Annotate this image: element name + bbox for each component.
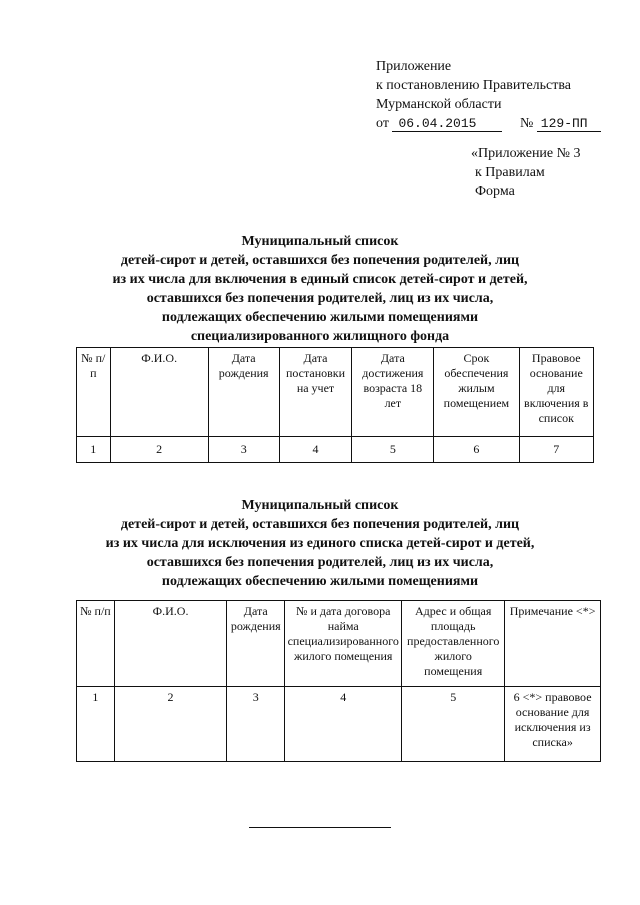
table-cell: 7	[519, 437, 594, 463]
table-cell: 1	[77, 687, 115, 762]
header-cell: Дата достижения возраста 18 лет	[352, 348, 434, 437]
table-row	[77, 687, 601, 762]
closing-rule	[249, 827, 391, 828]
list1-title-line-5: подлежащих обеспечению жилыми помещениями	[161, 310, 479, 325]
list1-title-line-6: специализированного жилищного фонда	[190, 329, 450, 344]
header-cell: Срок обеспечения жилым помещением	[434, 348, 519, 437]
table-row	[77, 437, 594, 463]
table-cell: 1	[77, 437, 111, 463]
list2-title-line-1: Муниципальный список	[241, 498, 399, 513]
table-cell: 6	[434, 437, 519, 463]
list2-title-line-4: оставшихся без попечения родителей, лиц из их числа,	[146, 555, 494, 570]
table-cell: 6 <*> правовое основание для исключения из списка»	[505, 687, 601, 762]
header-cell: Правовое основание для включения в список	[519, 348, 594, 437]
exclusion-list-table	[76, 600, 601, 762]
table-cell: 5	[352, 437, 434, 463]
resolution-number: 129-ПП	[537, 116, 601, 132]
header-cell: № и дата договора найма специализированного жилого помещения	[285, 601, 402, 687]
header-cell: Дата постановки на учет	[279, 348, 352, 437]
table-cell: 2	[110, 437, 208, 463]
header-cell: Примечание <*>	[505, 601, 601, 687]
annex-rules	[471, 144, 581, 201]
table-cell: 3	[227, 687, 285, 762]
list2-title-line-3: из их числа для исключения из единого списка детей-сирот и детей,	[105, 536, 535, 551]
header-cell: Дата рождения	[208, 348, 279, 437]
table-cell: 4	[285, 687, 402, 762]
table-cell: 2	[114, 687, 226, 762]
list1-title-line-1: Муниципальный список	[241, 234, 399, 249]
table-cell: 3	[208, 437, 279, 463]
annex-rules-line-1: «Приложение № 3	[471, 146, 581, 161]
table-header-row	[77, 601, 601, 687]
list2-title-line-2: детей-сирот и детей, оставшихся без попечения родителей, лиц	[120, 517, 520, 532]
header-cell: Адрес и общая площадь предоставленного жилого помещения	[402, 601, 505, 687]
resolution-date: 06.04.2015	[392, 116, 502, 132]
list1-title-line-3: из их числа для включения в единый список детей-сирот и детей,	[112, 272, 528, 287]
annex-rules-line-3: Форма	[475, 184, 515, 199]
table-header-row	[77, 348, 594, 437]
inclusion-list-table	[76, 347, 594, 463]
header-cell: Ф.И.О.	[110, 348, 208, 437]
table-cell: 5	[402, 687, 505, 762]
table-cell: 4	[279, 437, 352, 463]
header-cell: Дата рождения	[227, 601, 285, 687]
header-cell: Ф.И.О.	[114, 601, 226, 687]
list2-title-line-5: подлежащих обеспечению жилыми помещениями	[161, 574, 479, 589]
header-cell: № п/п	[77, 601, 115, 687]
annex-line-2: к постановлению Правительства	[376, 78, 572, 93]
number-label: №	[519, 116, 534, 131]
annex-line-1: Приложение	[376, 59, 452, 74]
list1-title	[60, 232, 580, 346]
annex-header	[376, 57, 601, 133]
list1-title-line-2: детей-сирот и детей, оставшихся без попечения родителей, лиц	[120, 253, 520, 268]
annex-date-line	[376, 114, 601, 133]
annex-line-3: Мурманской области	[376, 97, 502, 112]
annex-rules-line-2: к Правилам	[475, 165, 545, 180]
list2-title	[60, 496, 580, 591]
header-cell: № п/п	[77, 348, 111, 437]
list1-title-line-4: оставшихся без попечения родителей, лиц из их числа,	[146, 291, 494, 306]
from-label: от	[376, 116, 389, 131]
